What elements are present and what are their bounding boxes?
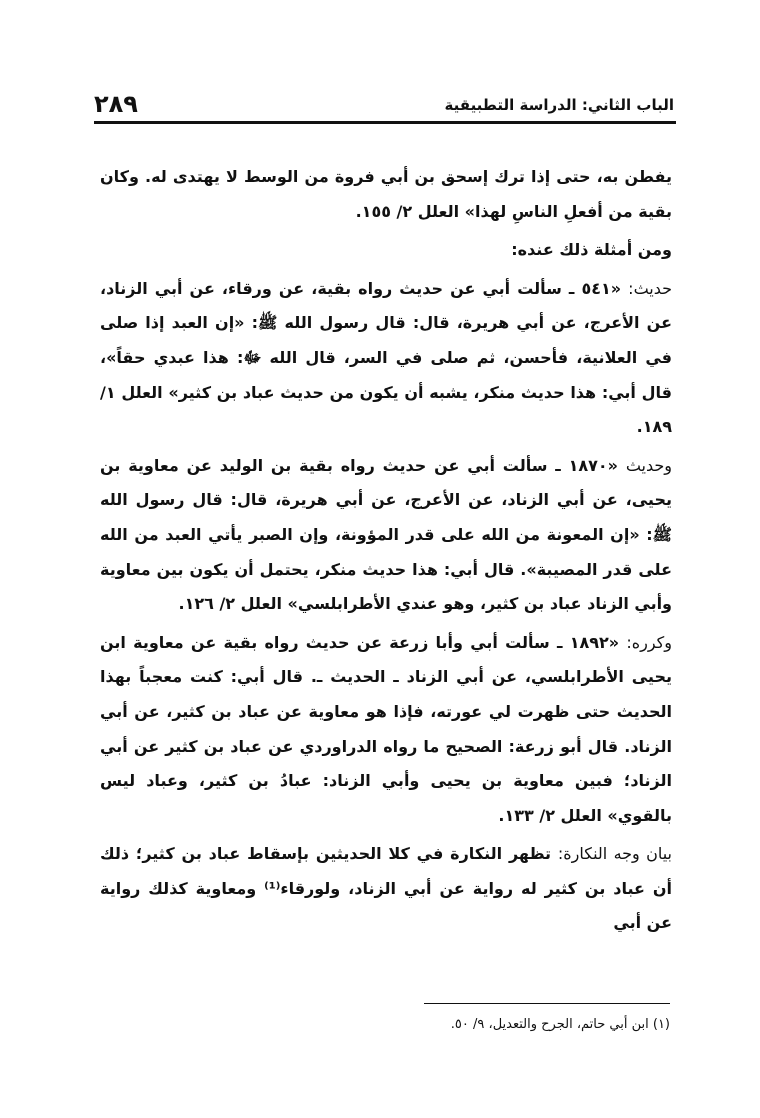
paragraph-text: «١٨٩٢ ـ سألت أبي وأبا زرعة عن حديث رواه بقية عن معاوية ابن يحيى الأطرابلسي، عن أبي الزناد ـ الحديث ـ. قال أبي: كنت معجباً بهذا الحديث حتى ظهرت لي عورته، فإذا هو معاوية عن عباد بن كثير، عن أبي الزناد. قال أبو زرعة: الصحيح ما رواه الدراوردي عن عباد بن كثير عن أبي الزناد؛ فبين معاوية بن يحيى وأبي الزناد: عبادُ بن كثير، وعباد ليس بالقوي» العلل ٢/ ١٣٣. bbox=[100, 632, 672, 825]
page-number: ٢٨٩ bbox=[94, 90, 138, 118]
paragraph-text: «١٨٧٠ ـ سألت أبي عن حديث رواه بقية بن الوليد عن معاوية بن يحيى، عن أبي الزناد، عن الأعرج، عن أبي هريرة، قال: قال رسول الله ﷺ: «إن المعونة من الله على قدر المؤونة، وإن الصبر يأتي العبد من الله على قدر المصيبة». قال أبي: هذا حديث منكر، يحتمل أن يكون بين معاوية وأبي الزناد عباد بن كثير، وهو عندي الأطرابلسي» العلل ٢/ ١٢٦. bbox=[100, 455, 672, 614]
paragraph-3 bbox=[100, 272, 672, 445]
paragraph-text: يفطن به، حتى إذا ترك إسحق بن أبي فروة من الوسط لا يهتدى له. وكان بقية من أفعلِ الناسِ لهذا» العلل ٢/ ١٥٥. bbox=[100, 167, 672, 221]
paragraph-6 bbox=[100, 837, 672, 941]
paragraph-5 bbox=[100, 626, 672, 834]
paragraph-lead: وحديث bbox=[625, 455, 672, 475]
chapter-title: الباب الثاني: الدراسة التطبيقية bbox=[444, 96, 674, 114]
running-header bbox=[94, 78, 674, 118]
footnote-rule bbox=[424, 1003, 670, 1004]
paragraph-lead: حديث: bbox=[628, 278, 673, 298]
paragraph-text: ومن أمثلة ذلك عنده: bbox=[511, 240, 672, 260]
paragraph-2 bbox=[100, 233, 672, 268]
paragraph-lead: بيان وجه النكارة: bbox=[557, 844, 673, 864]
main-text bbox=[100, 160, 672, 941]
paragraph-text: «٥٤١ ـ سألت أبي عن حديث رواه بقية، عن ورقاء، عن أبي الزناد، عن الأعرج، عن أبي هريرة، قال: قال رسول الله ﷺ: «إن العبد إذا صلى في العلانية، فأحسن، ثم صلى في السر، قال الله ﷻ: هذا عبدي حقاً»، قال أبي: هذا حديث منكر، يشبه أن يكون من حديث عباد بن كثير» العلل ١/ ١٨٩. bbox=[100, 278, 672, 437]
paragraph-text: تظهر النكارة في كلا الحديثين بإسقاط عباد بن كثير؛ ذلك أن عباد بن كثير له رواية عن أبي الزناد، ولورقاء⁽¹⁾ ومعاوية كذلك رواية عن أبي bbox=[100, 844, 673, 933]
paragraph-4 bbox=[100, 449, 672, 622]
paragraph-1 bbox=[100, 160, 672, 229]
paragraph-lead: وكرره: bbox=[626, 632, 673, 652]
footnote-text: (١) ابن أبي حاتم، الجرح والتعديل، ٩/ ٥٠. bbox=[450, 1017, 670, 1032]
footnote bbox=[100, 1014, 670, 1036]
header-rule bbox=[94, 121, 676, 124]
